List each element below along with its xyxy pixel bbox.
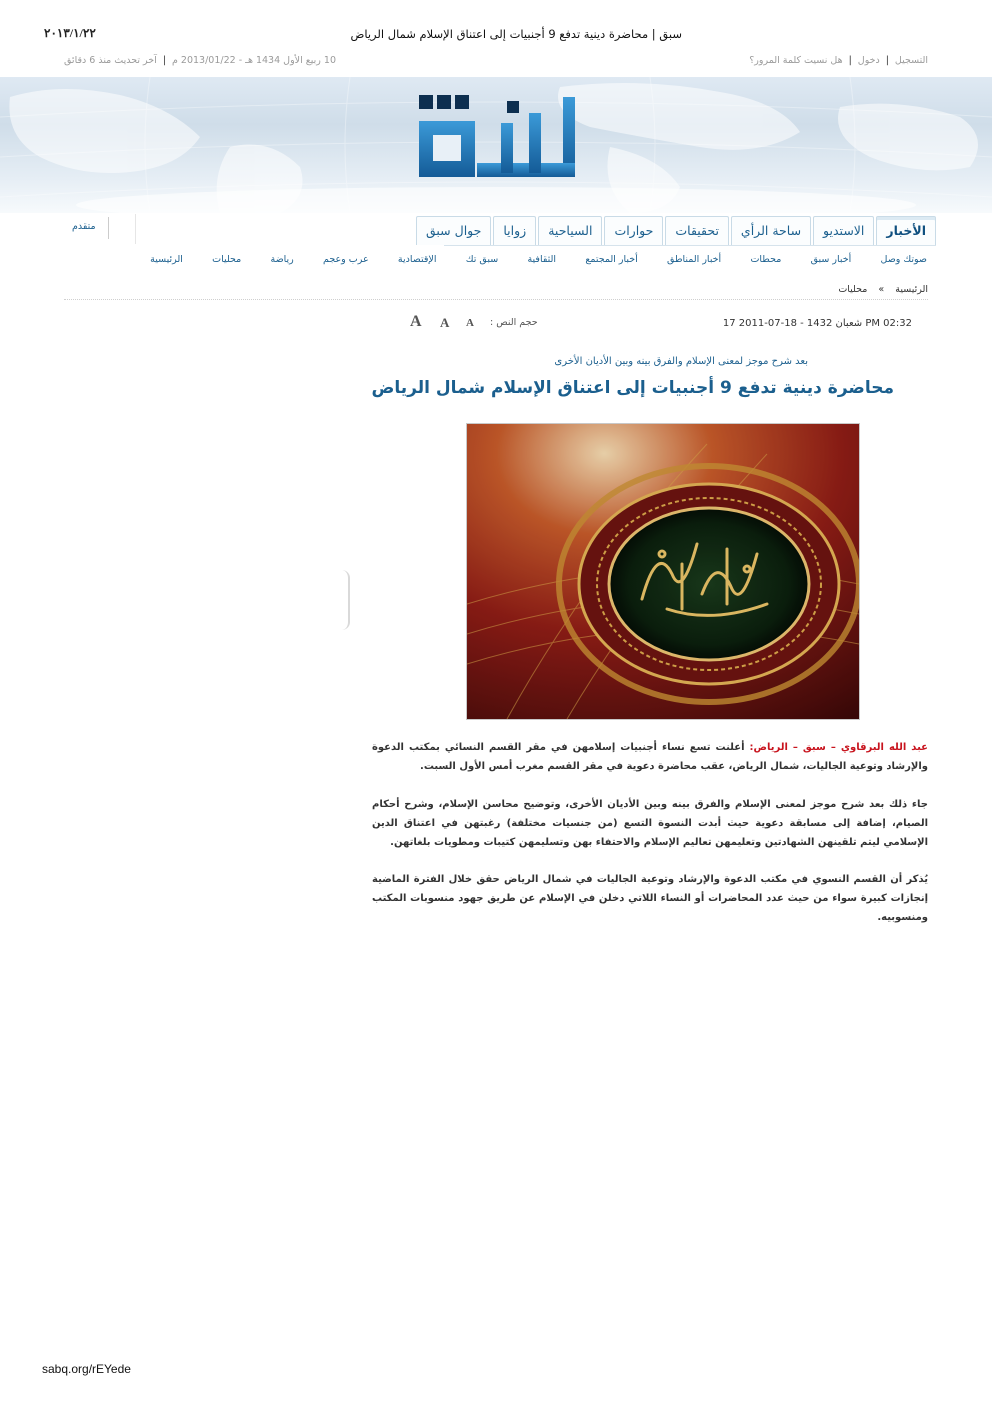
subnav-local[interactable]: محليات (212, 254, 242, 265)
article-byline: عبد الله البرقاوي – سبق – الرياض: (749, 742, 929, 753)
divider (135, 214, 136, 244)
breadcrumb-divider (64, 299, 928, 300)
subnav-sabq-news[interactable]: أخبار سبق (810, 254, 852, 265)
tab-investigations[interactable]: تحقيقات (665, 216, 729, 245)
subnav-regions[interactable]: أخبار المناطق (667, 254, 722, 265)
subnav-sabq-tech[interactable]: سبق تك (465, 254, 499, 265)
tab-opinion[interactable]: ساحة الرأي (731, 216, 811, 245)
font-size-large-button[interactable]: A (410, 313, 422, 330)
separator: | (885, 55, 889, 66)
tab-sabq-mobile[interactable]: جوال سبق (416, 216, 491, 245)
short-url: sabq.org/rEYede (42, 1362, 131, 1376)
breadcrumb (838, 284, 928, 295)
print-page-title: سبق | محاضرة دينية تدفع 9 أجنبيات إلى اعتناق الإسلام شمال الرياض (350, 27, 682, 41)
account-links (749, 55, 928, 66)
separator: | (162, 55, 167, 66)
subnav-sports[interactable]: رياضة (270, 254, 294, 265)
subnav-home[interactable]: الرئيسية (150, 254, 183, 265)
article-paragraph-2: جاء ذلك بعد شرح موجز لمعنى الإسلام والفرق بينه وبين الأديان الأخرى، وتوضيح محاسن الإسلام، وشرح أحكام الصيام، إضافة إلى مسابقة دعوية حيث أبدت النسوة التسع (من جنسيات مختلفة) رغبتهن في اعتناق الدين الإسلامي ليتم تلقينهن الشهادتين وتعليمهن تعاليم الإسلام والاحتفاء بهن وتسليمهن كتيبات ومطويات بلغاتهن. (372, 799, 928, 848)
tab-tourism[interactable]: السياحية (538, 216, 602, 245)
subnav-your-voice[interactable]: صوتك وصل (880, 254, 927, 265)
divider (108, 217, 109, 239)
font-size-small-button[interactable]: A (466, 317, 474, 329)
decorative-bracket (336, 570, 350, 630)
print-date: ٢٠١٣/١/٢٢ (44, 26, 96, 40)
tab-news[interactable]: الأخبار (876, 216, 936, 245)
sabq-logo (417, 93, 577, 179)
advanced-search-link[interactable]: متقدم (72, 221, 96, 232)
subnav-society[interactable]: أخبار المجتمع (585, 254, 638, 265)
header-banner (0, 77, 992, 213)
tab-columns[interactable]: زوايا (493, 216, 536, 245)
forgot-password-link[interactable]: هل نسيت كلمة المرور؟ (749, 55, 843, 66)
article-kicker: بعد شرح موجز لمعنى الإسلام والفرق بينه وبين الأديان الأخرى (554, 356, 808, 367)
date-info (64, 55, 336, 66)
font-size-medium-button[interactable]: A (440, 315, 450, 330)
login-link[interactable]: دخول (857, 55, 880, 66)
main-nav (416, 216, 936, 246)
article-photo-quran-cover (466, 423, 860, 720)
register-link[interactable]: التسجيل (894, 55, 928, 66)
breadcrumb-section[interactable]: محليات (838, 284, 868, 295)
subnav-economy[interactable]: الإقتصادية (397, 254, 437, 265)
article-headline: محاضرة دينية تدفع 9 أجنبيات إلى اعتناق الإسلام شمال الرياض (371, 378, 894, 398)
nav-divider (444, 245, 936, 246)
article-paragraph-3: يُذكر أن القسم النسوي في مكتب الدعوة والإرشاد وتوعية الجاليات في شمال الرياض حقق خلال الفترة الماضية إنجازات كبيرة سواء من حيث عدد المحاضرات أو النساء اللاتي دخلن في الإسلام عن طريق جهود منسوبات المكتب ومنسوبيه. (372, 874, 928, 923)
subnav-stations[interactable]: محطات (750, 254, 782, 265)
font-size-label: حجم النص : (490, 317, 538, 328)
current-date: 10 ربيع الأول 1434 هـ - 2013/01/22 م (172, 55, 337, 66)
last-updated: آخر تحديث منذ 6 دقائق (64, 55, 157, 66)
breadcrumb-separator: » (878, 284, 885, 295)
paragraph-text: أعلنت تسع نساء أجنبيات إسلامهن في مقر القسم النسائي بمكتب الدعوة والإرشاد وتوعية الجاليات، شمال الرياض، عقب محاضرة دعوية في مقر القسم مغرب أمس الأول السبت. (372, 742, 928, 772)
separator: | (848, 55, 852, 66)
breadcrumb-home[interactable]: الرئيسية (895, 284, 928, 295)
sub-nav (150, 254, 927, 265)
tab-interviews[interactable]: حوارات (604, 216, 663, 245)
subnav-culture[interactable]: الثقافية (527, 254, 557, 265)
article-date: 17 شعبان 1432 - 18-07-2011 PM 02:32 (722, 318, 912, 329)
article-paragraph-1 (372, 738, 928, 776)
subnav-arab-world[interactable]: عرب وعجم (323, 254, 369, 265)
tab-studio[interactable]: الاستديو (813, 216, 874, 245)
